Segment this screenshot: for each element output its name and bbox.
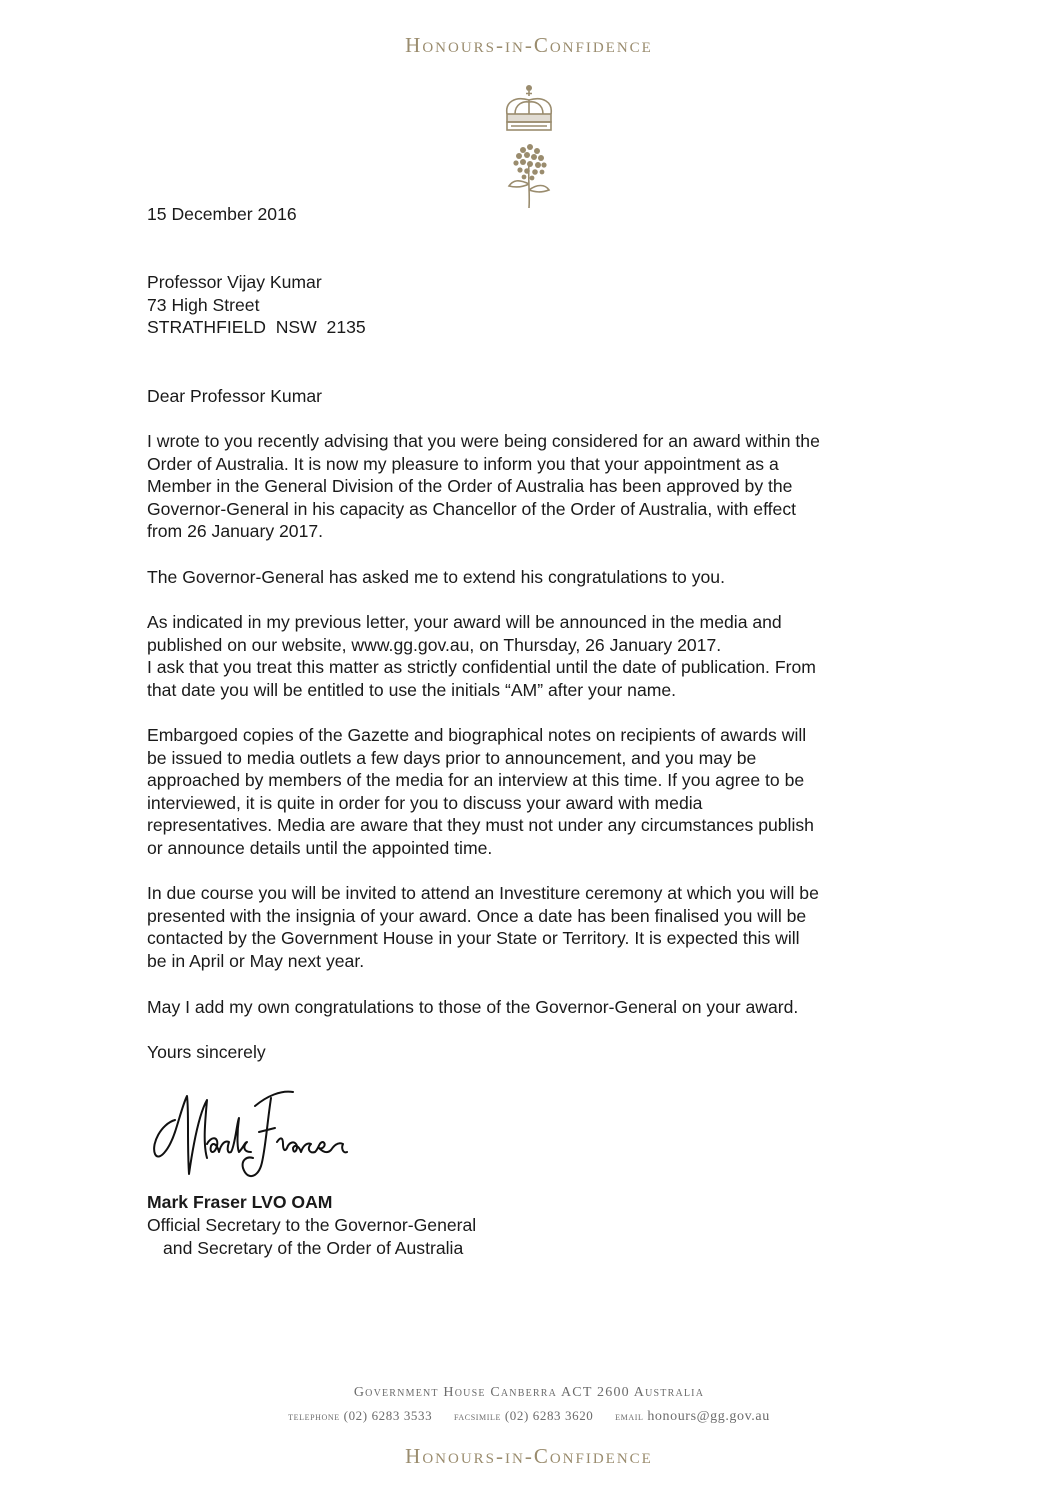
text-line: In due course you will be invited to attend an Investiture ceremony at which you will be — [147, 883, 819, 903]
facsimile-label: facsimile — [453, 1409, 501, 1423]
crown-and-wattle-crest-icon — [499, 84, 559, 214]
recipient-suburb: STRATHFIELD NSW 2135 — [147, 317, 366, 338]
paragraph-media — [147, 724, 917, 860]
email-label: email — [615, 1409, 644, 1423]
email-address: honours@gg.gov.au — [647, 1409, 770, 1424]
recipient-address — [147, 271, 917, 339]
signatory-title-line-1: Official Secretary to the Governor-General — [147, 1215, 477, 1235]
complimentary-close: Yours sincerely — [147, 1042, 266, 1062]
text-line: approached by members of the media for an interview at this time. If you agree to be — [147, 770, 805, 791]
security-marking-bottom: Honours-in-Confidence — [405, 1444, 653, 1468]
paragraph-congratulations — [147, 566, 917, 589]
signatory-name: Mark Fraser LVO OAM — [147, 1192, 333, 1212]
paragraph-closing-wishes — [147, 996, 917, 1019]
text-line: published on our website, www.gg.gov.au, on Thursday, 26 January 2017. — [147, 634, 722, 655]
recipient-street: 73 High Street — [147, 294, 260, 315]
security-marking-top: Honours-in-Confidence — [405, 33, 653, 57]
footer-contact — [0, 1408, 1058, 1425]
text-line: I ask that you treat this matter as strictly confidential until the date of publication. From — [147, 657, 816, 678]
text-line: that date you will be entitled to use the initials “AM” after your name. — [147, 679, 677, 700]
handwritten-signature — [147, 1062, 377, 1192]
text-line: As indicated in my previous letter, your award will be announced in the media and — [147, 612, 782, 632]
footer-address: Government House Canberra ACT 2600 Australia — [353, 1385, 705, 1400]
text-line: presented with the insignia of your award. Once a date has been finalised you will be — [147, 905, 807, 926]
paragraph-award-approved — [147, 430, 917, 543]
text-line: interviewed, it is quite in order for you to discuss your award with media — [147, 792, 703, 813]
facsimile-number: (02) 6283 3620 — [504, 1408, 594, 1423]
text-line: I wrote to you recently advising that you were being considered for an award within the — [147, 431, 820, 451]
letter-date: 15 December 2016 — [147, 204, 297, 224]
salutation: Dear Professor Kumar — [147, 386, 323, 406]
text-line: or announce details until the appointed time. — [147, 837, 493, 858]
signatory-title-line-2: and Secretary of the Order of Australia — [163, 1238, 464, 1258]
text-line: contacted by the Government House in your State or Territory. It is expected this will — [147, 928, 800, 949]
telephone-label: telephone — [288, 1409, 340, 1423]
recipient-name: Professor Vijay Kumar — [147, 272, 322, 292]
text-line: Member in the General Division of the Order of Australia has been approved by the — [147, 476, 793, 497]
text-line: Embargoed copies of the Gazette and biographical notes on recipients of awards will — [147, 725, 807, 745]
telephone-number: (02) 6283 3533 — [343, 1408, 433, 1423]
text-line: be issued to media outlets a few days prior to announcement, and you may be — [147, 747, 757, 768]
text-line: May I add my own congratulations to those of the Governor-General on your award. — [147, 997, 799, 1017]
paragraph-investiture — [147, 882, 917, 972]
text-line: be in April or May next year. — [147, 950, 365, 971]
text-line: representatives. Media are aware that they must not under any circumstances publish — [147, 815, 814, 836]
text-line: Governor-General in his capacity as Chancellor of the Order of Australia, with effect — [147, 498, 797, 519]
text-line: from 26 January 2017. — [147, 521, 324, 542]
paragraph-announcement — [147, 611, 917, 701]
text-line: The Governor-General has asked me to extend his congratulations to you. — [147, 567, 725, 587]
text-line: Order of Australia. It is now my pleasure to inform you that your appointment as a — [147, 453, 779, 474]
